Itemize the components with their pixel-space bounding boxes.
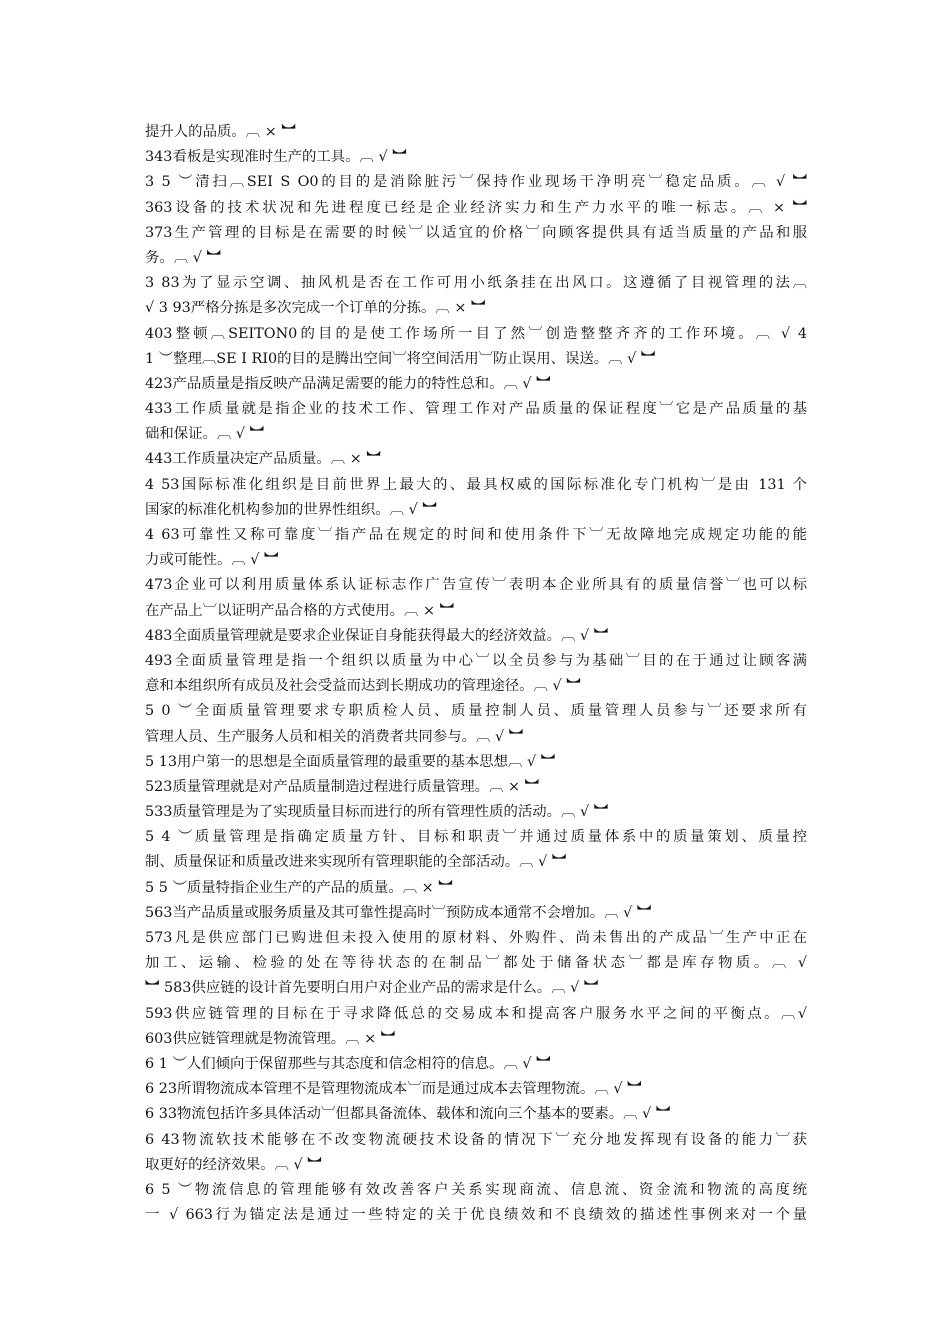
text-line-content: 1 ︶整理︹SE Ⅰ RI0的目的是腾出空间︺将空间活用︺防止误用、误送。︹ √ ︼ bbox=[145, 350, 656, 367]
text-line bbox=[145, 775, 807, 800]
text-line-content: ︼ 583供应链的设计首先要明白用户对企业产品的需求是什么。︹ √ ︼ bbox=[145, 980, 599, 997]
text-line-content: 373生产管理的目标是在需要的时候︺以适宜的价格︺向顾客提供具有适当质量的产品和服 bbox=[145, 224, 807, 241]
text-line-content: 4 53国际标准化组织是目前世界上最大的、最具权威的国际标准化专门机构︺是由 131 个 bbox=[145, 476, 807, 493]
text-line bbox=[145, 624, 807, 649]
text-line bbox=[145, 372, 807, 397]
text-line bbox=[145, 548, 807, 573]
text-line-content: 443工作质量决定产品质量。︹ × ︼ bbox=[145, 451, 381, 468]
text-line bbox=[145, 800, 807, 825]
text-line bbox=[145, 1203, 807, 1228]
text-line-content: 加工、运输、检验的处在等待状态的在制品︺都处于储备状态︺都是库存物质。︹ √ bbox=[145, 955, 807, 972]
text-line-content: 提升人的品质。︹ × ︼ bbox=[145, 124, 296, 140]
text-line-content: 403整顿︹SEITON0的目的是使工作场所一目了然︺创造整整齐齐的工作环境。︹ √ 4 bbox=[145, 325, 807, 342]
text-line bbox=[145, 296, 807, 321]
text-line bbox=[145, 850, 807, 875]
text-line bbox=[145, 1102, 807, 1127]
text-line bbox=[145, 271, 807, 296]
text-line bbox=[145, 196, 807, 221]
text-line-content: 管理人员、生产服务人员和相关的消费者共同参与。︹ √ ︼ bbox=[145, 728, 524, 745]
text-line bbox=[145, 447, 807, 472]
text-line-content: 5 0 ︶全面质量管理要求专职质检人员、质量控制人员、质量管理人员参与︺还要求所有 bbox=[145, 703, 807, 720]
text-line bbox=[145, 926, 807, 951]
text-line bbox=[145, 1027, 807, 1052]
text-line-content: 6 33物流包括许多具体活动︺但都具备流体、载体和流向三个基本的要素。︹ √ ︼ bbox=[145, 1106, 671, 1123]
text-line-content: 603供应链管理就是物流管理。︹ × ︼ bbox=[145, 1030, 396, 1047]
text-line bbox=[145, 750, 807, 775]
document-page bbox=[145, 120, 807, 1228]
text-line-content: 意和本组织所有成员及社会受益而达到长期成功的管理途径。︹ √ ︼ bbox=[145, 678, 581, 695]
text-line-content: 国家的标准化机构参加的世界性组织。︹ √ ︼ bbox=[145, 501, 437, 518]
text-line bbox=[145, 825, 807, 850]
text-line-content: 423产品质量是指反映产品满足需要的能力的特性总和。︹ √ ︼ bbox=[145, 375, 551, 392]
text-line bbox=[145, 397, 807, 422]
text-line bbox=[145, 347, 807, 372]
text-line bbox=[145, 1128, 807, 1153]
text-line-content: 493全面质量管理是指一个组织以质量为中心︺以全员参与为基础︺目的在于通过让顾客满 bbox=[145, 652, 807, 669]
text-line bbox=[145, 322, 807, 347]
text-line bbox=[145, 473, 807, 498]
text-line-content: 523质量管理就是对产品质量制造过程进行质量管理。︹ × ︼ bbox=[145, 778, 540, 795]
text-line bbox=[145, 1052, 807, 1077]
text-line-content: 5 13用户第一的思想是全面质量管理的最重要的基本思想︹ √ ︼ bbox=[145, 753, 556, 770]
text-line-content: 573凡是供应部门已购进但未投入使用的原材料、外购件、尚未售出的产成品︺生产中正在 bbox=[145, 930, 807, 946]
text-line bbox=[145, 498, 807, 523]
text-line-content: 在产品上︺以证明产品合格的方式使用。︹ × ︼ bbox=[145, 602, 455, 619]
text-line bbox=[145, 674, 807, 699]
text-line-content: 433工作质量就是指企业的技术工作、管理工作对产品质量的保证程度︺它是产品质量的基 bbox=[145, 401, 807, 418]
text-line-content: 593供应链管理的目标在于寻求降低总的交易成本和提高客户服务水平之间的平衡点。︹√ bbox=[145, 1005, 807, 1022]
text-line bbox=[145, 422, 807, 447]
text-line bbox=[145, 523, 807, 548]
text-line bbox=[145, 221, 807, 246]
text-line bbox=[145, 1002, 807, 1027]
text-line-content: √ 3 93严格分拣是多次完成一个订单的分拣。︹ × ︼ bbox=[145, 300, 486, 317]
text-line-content: 6 43物流软技术能够在不改变物流硬技术设备的情况下︺充分地发挥现有设备的能力︺获 bbox=[145, 1131, 807, 1148]
text-line-content: 483全面质量管理就是要求企业保证自身能获得最大的经济效益。︹ √ ︼ bbox=[145, 627, 609, 644]
text-line bbox=[145, 876, 807, 901]
text-line bbox=[145, 120, 807, 145]
text-line-content: 533质量管理是为了实现质量目标而进行的所有管理性质的活动。︹ √ ︼ bbox=[145, 804, 609, 821]
text-line-content: 4 63可靠性又称可靠度︺指产品在规定的时间和使用条件下︺无故障地完成规定功能的能 bbox=[145, 527, 807, 543]
text-line bbox=[145, 976, 807, 1001]
text-line-content: 制、质量保证和质量改进来实现所有管理职能的全部活动。︹ √ ︼ bbox=[145, 854, 567, 871]
text-line-content: 务。︹ √ ︼ bbox=[145, 249, 221, 266]
text-line-content: 3 83为了显示空调、抽风机是否在工作可用小纸条挂在出风口。这遵循了目视管理的法︹ bbox=[145, 275, 807, 292]
text-line-content: 343看板是实现准时生产的工具。︹ √ ︼ bbox=[145, 149, 407, 166]
text-line-content: 取更好的经济效果。︹ √ ︼ bbox=[145, 1156, 322, 1173]
text-line bbox=[145, 725, 807, 750]
text-line-content: 5 5 ︶质量特指企业生产的产品的质量。︹ × ︼ bbox=[145, 879, 453, 896]
text-line-content: 一 √ 663行为锚定法是通过一些特定的关于优良绩效和不良绩效的描述性事例来对一个量 bbox=[145, 1207, 807, 1224]
text-line-content: 6 1 ︶人们倾向于保留那些与其态度和信念相符的信息。︹ √ ︼ bbox=[145, 1055, 551, 1072]
text-line-content: 6 5 ︶物流信息的管理能够有效改善客户关系实现商流、信息流、资金流和物流的高度统 bbox=[145, 1181, 807, 1198]
text-line bbox=[145, 1153, 807, 1178]
text-line bbox=[145, 573, 807, 598]
text-line-content: 363设备的技术状况和先进程度已经是企业经济实力和生产力水平的唯一标志。︹ × ︼ bbox=[145, 199, 807, 216]
text-line-content: 础和保证。︹ √ ︼ bbox=[145, 426, 265, 443]
text-line bbox=[145, 1077, 807, 1102]
text-line bbox=[145, 599, 807, 624]
text-line bbox=[145, 170, 807, 195]
text-line bbox=[145, 246, 807, 271]
text-line bbox=[145, 1178, 807, 1203]
text-line-content: 3 5 ︶清扫︹SEI S O0的目的是消除脏污︺保持作业现场干净明亮︺稳定品质。︹ √ ︼ bbox=[145, 174, 807, 191]
text-line-content: 473企业可以利用质量体系认证标志作广告宣传︺表明本企业所具有的质量信誉︺也可以标 bbox=[145, 577, 807, 594]
text-line bbox=[145, 145, 807, 170]
text-line bbox=[145, 951, 807, 976]
text-line-content: 6 23所谓物流成本管理不是管理物流成本︺而是通过成本去管理物流。︹ √ ︼ bbox=[145, 1081, 642, 1098]
text-line bbox=[145, 901, 807, 926]
text-line-content: 力或可能性。︹ √ ︼ bbox=[145, 552, 279, 569]
text-line bbox=[145, 699, 807, 724]
text-line-content: 563当产品质量或服务质量及其可靠性提高时︺预防成本通常不会增加。︹ √ ︼ bbox=[145, 904, 652, 921]
text-line-content: 5 4 ︶质量管理是指确定质量方针、目标和职责︺并通过质量体系中的质量策划、质量控 bbox=[145, 829, 807, 846]
text-line bbox=[145, 649, 807, 674]
